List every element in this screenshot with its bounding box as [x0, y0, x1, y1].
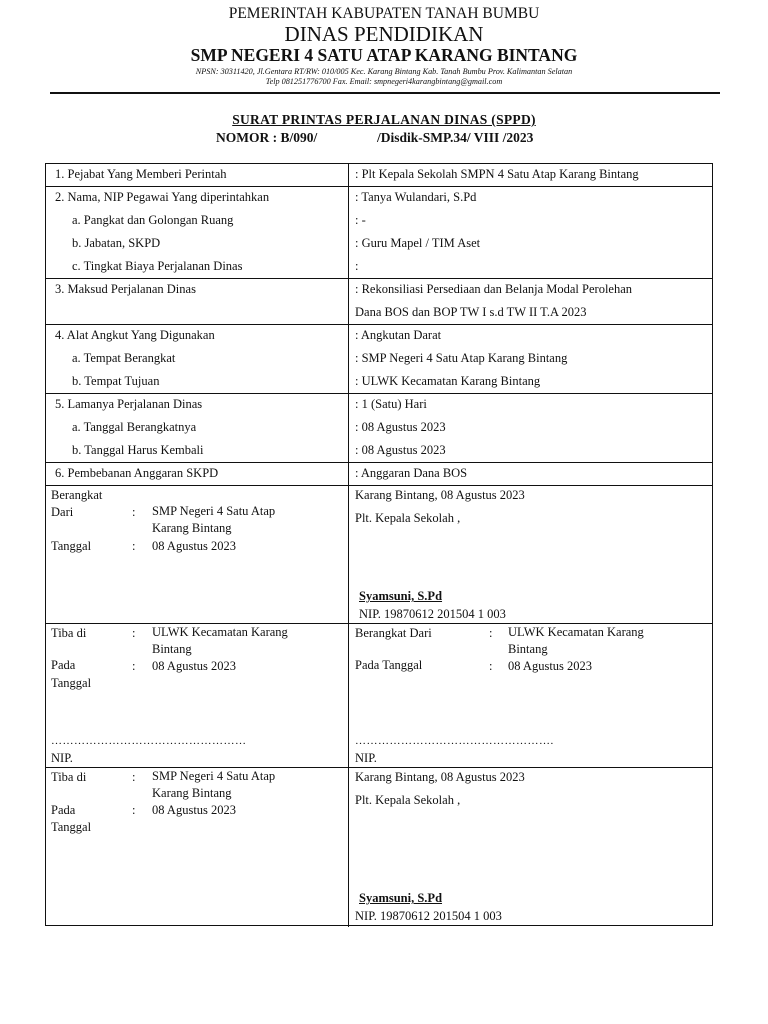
s2-tiba-label: Tiba di — [51, 626, 87, 640]
row4-label: 4. Alat Angkut Yang Digunakan — [55, 328, 215, 342]
row4a-label: a. Tempat Berangkat — [72, 351, 176, 365]
column-divider — [348, 164, 349, 927]
row2b-value: : Guru Mapel / TIM Aset — [355, 236, 481, 250]
row4-value: : Angkutan Darat — [355, 328, 442, 342]
document-number-label: NOMOR : B/090/ — [216, 130, 318, 145]
row2-label: 2. Nama, NIP Pegawai Yang diperintahkan — [55, 190, 270, 204]
s3-pada-label: Pada — [51, 803, 76, 817]
s3-place-date: Karang Bintang, 08 Agustus 2023 — [355, 770, 525, 784]
s3-tiba-value1: SMP Negeri 4 Satu Atap — [152, 769, 276, 783]
letterhead-contact: Telp 081251776700 Fax. Email: smpnegeri4karangbintang@gmail.com — [265, 77, 503, 86]
s3-tanggal-colon: : — [132, 803, 136, 817]
row4a-value: : SMP Negeri 4 Satu Atap Karang Bintang — [355, 351, 568, 365]
s1-dari-value1: SMP Negeri 4 Satu Atap — [152, 504, 276, 518]
s1-position: Plt. Kepala Sekolah , — [355, 511, 461, 525]
document-number-suffix: /Disdik-SMP.34/ VIII /2023 — [377, 130, 534, 145]
s2-pada-tanggal-value: 08 Agustus 2023 — [508, 659, 593, 673]
s2-berangkat-dari-label: Berangkat Dari — [355, 626, 432, 640]
s3-tiba-value2: Karang Bintang — [152, 786, 232, 800]
row4b-label: b. Tempat Tujuan — [72, 374, 160, 388]
s3-signatory-name: Syamsuni, S.Pd — [359, 891, 443, 905]
s1-berangkat-label: Berangkat — [51, 488, 103, 502]
s3-tiba-colon: : — [132, 770, 136, 784]
row3-label: 3. Maksud Perjalanan Dinas — [55, 282, 196, 296]
s2-right-nip: NIP. — [355, 751, 377, 765]
s2-tiba-colon: : — [132, 626, 136, 640]
row4b-value: : ULWK Kecamatan Karang Bintang — [355, 374, 541, 388]
row5a-value: : 08 Agustus 2023 — [355, 420, 446, 434]
s1-signatory-name: Syamsuni, S.Pd — [359, 589, 443, 603]
s1-tanggal-label: Tanggal — [51, 539, 92, 553]
row3-value-line1: : Rekonsiliasi Persediaan dan Belanja Modal Perolehan — [355, 282, 633, 296]
letterhead-government: PEMERINTAH KABUPATEN TANAH BUMBU — [228, 5, 540, 22]
s1-dari-colon: : — [132, 505, 136, 519]
row-divider — [46, 462, 712, 463]
document-title: SURAT PRINTAS PERJALANAN DINAS (SPPD) — [232, 112, 536, 127]
s1-tanggal-value: 08 Agustus 2023 — [152, 539, 237, 553]
row5a-label: a. Tanggal Berangkatnya — [72, 420, 197, 434]
s2-berangkat-dari-value1: ULWK Kecamatan Karang — [508, 625, 644, 639]
s3-tanggal-value: 08 Agustus 2023 — [152, 803, 237, 817]
s1-tanggal-colon: : — [132, 539, 136, 553]
letterhead-address: NPSN: 30311420, Jl.Gentara RT/RW: 010/005 Kec. Karang Bintang Kab. Tanah Bumbu Prov. Kalimantan Selatan — [195, 67, 573, 76]
s2-right-signature-line: ……………………………………………. — [355, 735, 554, 747]
row-divider — [46, 767, 712, 768]
row2c-value: : — [355, 259, 359, 273]
s3-tiba-label: Tiba di — [51, 770, 87, 784]
s1-signatory-nip: NIP. 19870612 201504 1 003 — [359, 607, 506, 621]
s2-pada-tanggal-label: Pada Tanggal — [355, 658, 423, 672]
row-divider — [46, 485, 712, 486]
s1-dari-label: Dari — [51, 505, 74, 519]
row-divider — [46, 324, 712, 325]
row2-value: : Tanya Wulandari, S.Pd — [355, 190, 477, 204]
letterhead-divider — [50, 92, 720, 94]
row-divider — [46, 393, 712, 394]
s3-signatory-nip: NIP. 19870612 201504 1 003 — [355, 909, 502, 923]
s2-tanggal-label: Tanggal — [51, 676, 92, 690]
row2b-label: b. Jabatan, SKPD — [72, 236, 161, 250]
row6-label: 6. Pembebanan Anggaran SKPD — [55, 466, 219, 480]
row2a-value: : - — [355, 213, 366, 227]
s2-berangkat-dari-colon: : — [489, 626, 493, 640]
row3-value-line2: Dana BOS dan BOP TW I s.d TW II T.A 2023 — [355, 305, 587, 319]
row5-value: : 1 (Satu) Hari — [355, 397, 427, 411]
s2-tanggal-colon: : — [132, 659, 136, 673]
letterhead-agency: DINAS PENDIDIKAN — [284, 22, 484, 46]
s2-pada-tanggal-colon: : — [489, 659, 493, 673]
letterhead-school: SMP NEGERI 4 SATU ATAP KARANG BINTANG — [190, 45, 578, 65]
s2-tiba-value2: Bintang — [152, 642, 192, 656]
row2a-label: a. Pangkat dan Golongan Ruang — [72, 213, 234, 227]
s2-berangkat-dari-value2: Bintang — [508, 642, 548, 656]
row6-value: : Anggaran Dana BOS — [355, 466, 468, 480]
row5b-value: : 08 Agustus 2023 — [355, 443, 446, 457]
s3-position: Plt. Kepala Sekolah , — [355, 793, 461, 807]
row2c-label: c. Tingkat Biaya Perjalanan Dinas — [72, 259, 243, 273]
row5b-label: b. Tanggal Harus Kembali — [72, 443, 204, 457]
sppd-table — [45, 163, 713, 926]
s1-dari-value2: Karang Bintang — [152, 521, 232, 535]
s2-left-signature-line: …………………………………………… — [51, 735, 247, 747]
s1-place-date: Karang Bintang, 08 Agustus 2023 — [355, 488, 525, 502]
row1-value: : Plt Kepala Sekolah SMPN 4 Satu Atap Karang Bintang — [355, 167, 639, 181]
s3-tanggal-label: Tanggal — [51, 820, 92, 834]
s2-pada-label: Pada — [51, 658, 76, 672]
row5-label: 5. Lamanya Perjalanan Dinas — [55, 397, 203, 411]
s2-left-nip: NIP. — [51, 751, 73, 765]
s2-tiba-value1: ULWK Kecamatan Karang — [152, 625, 288, 639]
row1-label: 1. Pejabat Yang Memberi Perintah — [55, 167, 227, 181]
row-divider — [46, 278, 712, 279]
s2-tanggal-value: 08 Agustus 2023 — [152, 659, 237, 673]
row-divider — [46, 186, 712, 187]
